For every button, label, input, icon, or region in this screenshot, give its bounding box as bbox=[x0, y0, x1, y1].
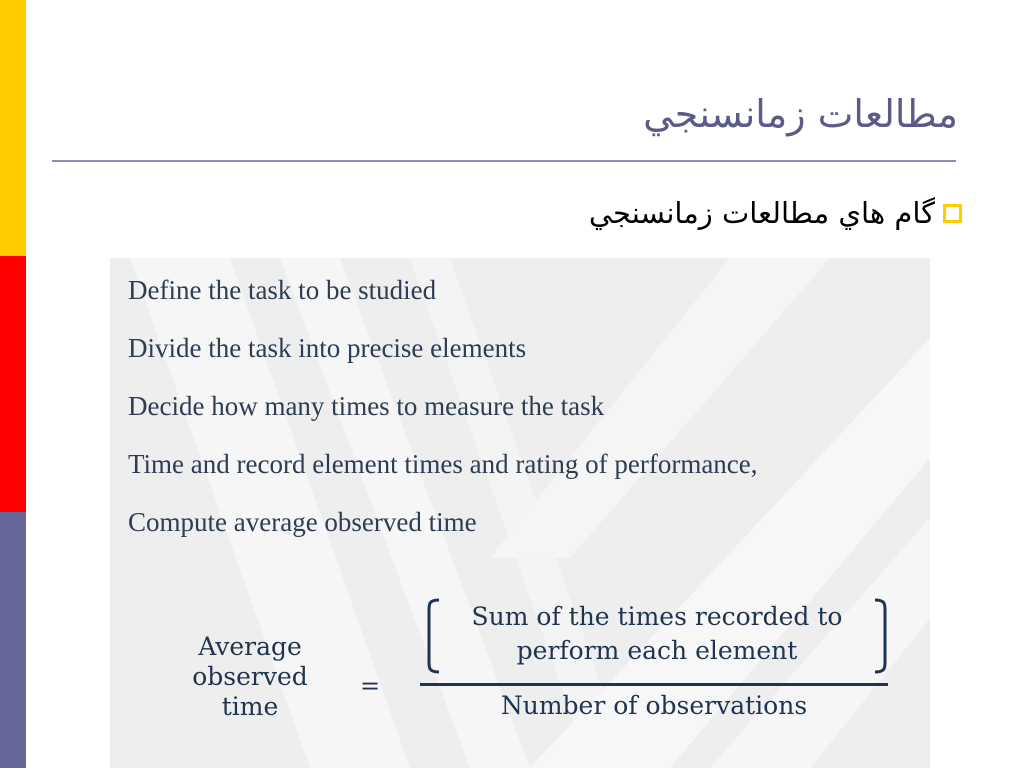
content-image-panel bbox=[110, 258, 930, 768]
accent-bar-blue bbox=[0, 512, 26, 768]
bullet-text: گام هاي مطالعات زمانسنجي bbox=[588, 196, 935, 230]
fraction-line bbox=[420, 683, 888, 686]
step-item: Divide the task into precise elements bbox=[128, 333, 527, 363]
numerator-text bbox=[445, 600, 869, 668]
equals-sign: = bbox=[360, 672, 381, 700]
numerator-line: Sum of the times recorded to bbox=[471, 602, 843, 631]
step-item: Time and record element times and rating of performance, bbox=[128, 449, 758, 479]
formula-denominator: Number of observations bbox=[500, 691, 808, 720]
accent-bar-red bbox=[0, 256, 26, 512]
step-item: Define the task to be studied bbox=[128, 275, 437, 305]
step-item: Compute average observed time bbox=[128, 507, 477, 537]
square-bullet-icon bbox=[943, 204, 962, 223]
formula-lhs-line: time bbox=[221, 692, 279, 721]
left-bracket-icon bbox=[425, 598, 441, 674]
formula-lhs bbox=[170, 632, 330, 722]
formula-numerator bbox=[425, 598, 889, 678]
title-divider bbox=[52, 160, 956, 162]
step-item: Decide how many times to measure the task bbox=[128, 391, 605, 421]
steps-list bbox=[128, 274, 768, 564]
numerator-line: perform each element bbox=[516, 636, 798, 665]
bullet-item bbox=[589, 196, 962, 230]
slide-title: مطالعات زمانسنجي bbox=[643, 92, 958, 136]
average-time-formula bbox=[110, 598, 930, 768]
accent-bar-yellow bbox=[0, 0, 26, 256]
right-bracket-icon bbox=[873, 598, 889, 674]
formula-lhs-line: observed bbox=[192, 662, 308, 691]
formula-lhs-line: Average bbox=[198, 632, 302, 661]
